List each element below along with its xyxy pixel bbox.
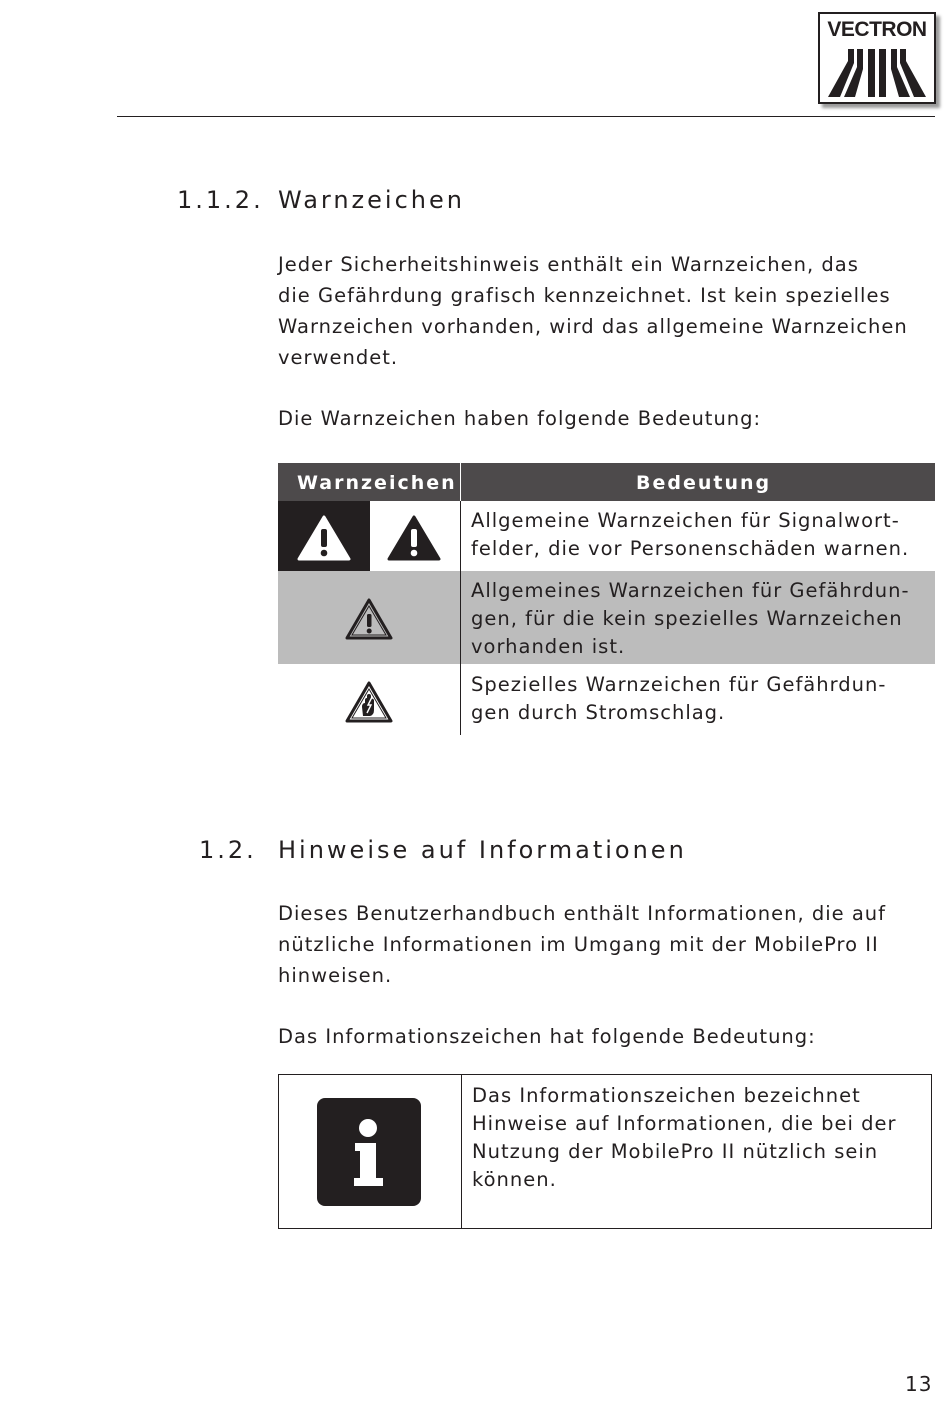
text-line: Die Warnzeichen haben folgende Bedeutung: [278,407,762,430]
information-icon [317,1098,421,1206]
info-lead-paragraph [278,1021,816,1052]
table-row [278,501,935,571]
text-line: die Gefährdung grafisch kennzeichnet. Ist kein spezielles [278,284,891,307]
section-number: 1.1.2. [177,186,264,214]
text-line: Nutzung der MobilePro II nützlich sein [472,1140,879,1163]
electric-shock-warning-icon [344,680,394,724]
text-line: Dieses Benutzerhandbuch enthält Informationen, die auf [278,902,887,925]
header-warnzeichen: Warnzeichen [297,472,457,494]
warning-triangle-outline-icon [344,597,394,641]
logo-text: VECTRON [827,18,927,41]
vectron-logo-icon [828,49,926,97]
text-line: verwendet. [278,346,399,369]
warn-intro-paragraph [278,249,908,373]
table-header [278,463,935,501]
table-row [278,664,935,735]
row-meaning [471,577,910,661]
section-number: 1.2. [199,836,257,864]
text-line: felder, die vor Personenschäden warnen. [471,537,910,560]
warning-triangle-inverted-icon [297,515,351,561]
text-line: Warnzeichen vorhanden, wird das allgemeine Warnzeichen [278,315,908,338]
text-line: Das Informationszeichen bezeichnet [472,1084,861,1107]
text-line: Allgemeines Warnzeichen für Gefährdun- [471,579,910,602]
info-meaning [472,1082,897,1194]
section-heading-hinweise [199,836,687,864]
text-line: können. [472,1168,557,1191]
page-number: 13 [905,1372,933,1396]
warn-lead-paragraph [278,403,761,434]
column-divider [460,501,461,735]
header-bedeutung: Bedeutung [636,472,772,494]
column-divider [461,1075,462,1228]
text-line: vorhanden ist. [471,635,626,658]
text-line: Jeder Sicherheitshinweis enthält ein Warnzeichen, das [278,253,859,276]
info-intro-paragraph [278,898,886,991]
text-line: Spezielles Warnzeichen für Gefährdun- [471,673,887,696]
warning-triangle-filled-icon [387,515,441,561]
table-row [278,571,935,664]
row-meaning [471,507,909,563]
header-rule [117,116,935,117]
text-line: nützliche Informationen im Umgang mit der MobilePro II [278,933,879,956]
vectron-logo [818,12,936,104]
text-line: Hinweise auf Informationen, die bei der [472,1112,897,1135]
section-title: Warnzeichen [278,186,465,214]
row-meaning [471,671,886,727]
section-heading-warnzeichen [177,186,465,214]
text-line: gen durch Stromschlag. [471,701,726,724]
warning-signs-table [278,463,935,735]
text-line: Allgemeine Warnzeichen für Signalwort- [471,509,900,532]
section-title: Hinweise auf Informationen [278,836,687,864]
header-divider [460,463,461,501]
information-sign-table [278,1074,932,1229]
text-line: hinweisen. [278,964,393,987]
text-line: gen, für die kein spezielles Warnzeichen [471,607,903,630]
text-line: Das Informationszeichen hat folgende Bedeutung: [278,1025,816,1048]
